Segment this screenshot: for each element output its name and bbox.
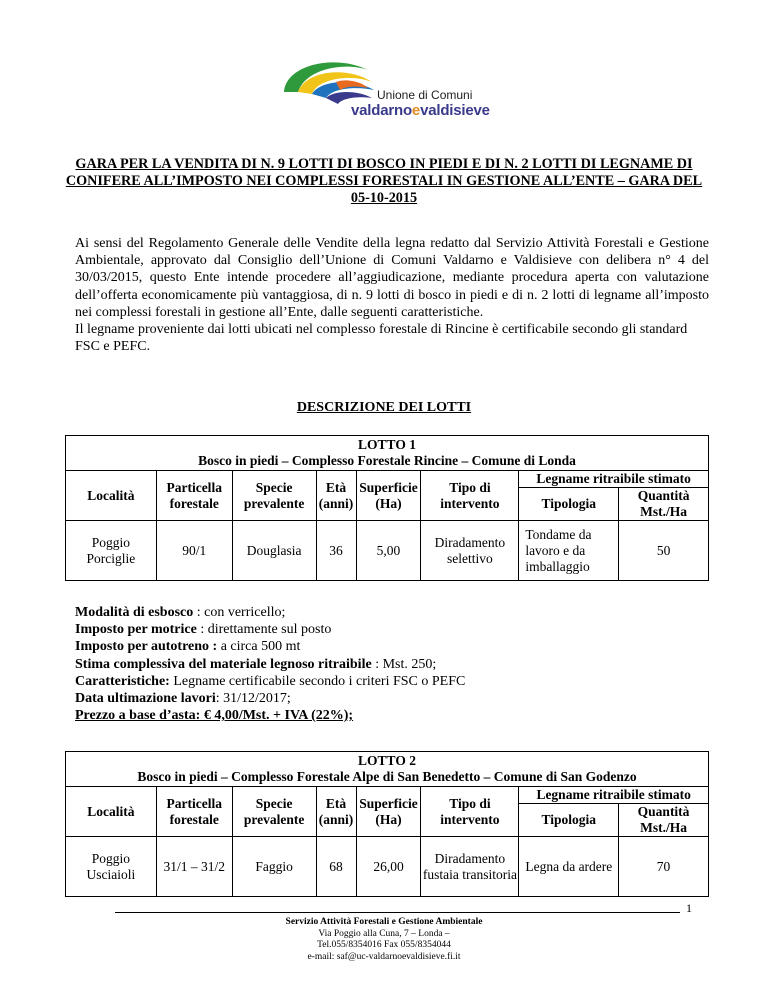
col-legname: Legname ritraibile stimato [519,471,709,488]
col-specie: Specie prevalente [232,471,316,521]
footer-phone: Tel.055/8354016 Fax 055/8354044 [317,940,451,950]
page-number: 1 [686,901,692,915]
cell-tipo: Diradamento fustaia transitoria [421,837,519,897]
lot-title: LOTTO 2 [358,753,416,768]
footer-office: Servizio Attività Forestali e Gestione Ambientale [285,917,483,927]
cell-tipo: Diradamento selettivo [421,521,519,581]
table-row [66,521,709,581]
col-legname: Legname ritraibile stimato [519,787,709,804]
footer-address: Via Poggio alla Cuna, 7 – Londa – [318,928,450,939]
cell-eta: 68 [316,837,356,897]
lot-table-2 [65,751,709,897]
col-specie: Specie prevalente [232,787,316,837]
lot-subtitle: Bosco in piedi – Complesso Forestale Alpe di San Benedetto – Comune di San Godenzo [137,769,637,784]
lot-subtitle: Bosco in piedi – Complesso Forestale Rincine – Comune di Londa [198,453,576,468]
cell-specie: Faggio [232,837,316,897]
cell-tipologia: Legna da ardere [519,837,619,897]
detail-autotreno: Imposto per autotreno : a circa 500 mt [75,639,301,655]
col-eta: Età (anni) [316,787,356,837]
cell-tipologia: Tondame da lavoro e da imballaggio [519,521,619,581]
col-tipo: Tipo di intervento [421,471,519,521]
col-localita: Località [66,787,157,837]
detail-caratteristiche: Caratteristiche: Legname certificabile secondo i criteri FSC o PEFC [75,673,466,689]
cell-specie: Douglasia [232,521,316,581]
col-quantita: Quantità Mst./Ha [619,804,709,837]
cell-localita: Poggio Porciglie [66,521,157,581]
document-title: GARA PER LA VENDITA DI N. 9 LOTTI DI BOSCO IN PIEDI E DI N. 2 LOTTI DI LEGNAME DI CONIFERE ALL’IMPOSTO NEI COMPLESSI FORESTALI IN GESTIONE ALL’ENTE – GARA DEL 05-10-2015 [65,156,703,206]
col-superficie: Superficie (Ha) [356,471,421,521]
lot-title: LOTTO 1 [358,437,416,452]
cell-eta: 36 [316,521,356,581]
col-particella: Particella forestale [156,471,232,521]
cell-quantita: 50 [619,521,709,581]
table-row [66,837,709,897]
intro-paragraph-1: Ai sensi del Regolamento Generale delle Vendite della legna redatto dal Servizio Attività Forestali e Gestione Ambientale, approvato dal Consiglio dell’Unione di Comuni Valdarno e Valdisieve con delibera n° 4 del 30/03/2015, questo Ente intende procedere all’aggiudicazione, mediante procedura aperta con valutazione dell’offerta economicamente più vantaggiosa, di n. 9 lotti di bosco in piedi e di n. 2 lotti di legname all’imposto nei complessi forestali in gestione all’Ente, dalle seguenti caratteristiche. [75,236,709,320]
detail-motrice: Imposto per motrice : direttamente sul posto [75,622,332,638]
footer-divider [115,912,680,913]
footer-email[interactable]: e-mail: saf@uc-valdarnoevaldisieve.fi.it [307,951,461,962]
logo-line2: valdarnoevaldisieve [351,102,490,119]
intro-text [75,235,709,355]
lot-table-1 [65,435,709,581]
cell-localita: Poggio Usciaioli [66,837,157,897]
lot-details [75,604,465,724]
cell-superficie: 5,00 [356,521,421,581]
intro-paragraph-2: Il legname proveniente dai lotti ubicati nel complesso forestale di Rincine è certificabile secondo gli standard FSC e PEFC. [75,322,688,355]
detail-stima: Stima complessiva del materiale legnoso ritraibile : Mst. 250; [75,656,437,672]
lot-header [66,436,709,471]
cell-quantita: 70 [619,837,709,897]
cell-particella: 90/1 [156,521,232,581]
col-particella: Particella forestale [156,787,232,837]
footer [0,917,768,963]
col-tipologia: Tipologia [519,804,619,837]
cell-superficie: 26,00 [356,837,421,897]
col-tipo: Tipo di intervento [421,787,519,837]
logo [276,52,490,124]
detail-ultimazione: Data ultimazione lavori: 31/12/2017; [75,691,291,707]
detail-prezzo: Prezzo a base d’asta: € 4,00/Mst. + IVA (22%); [75,708,354,724]
col-superficie: Superficie (Ha) [356,787,421,837]
section-title: DESCRIZIONE DEI LOTTI [296,400,472,415]
col-tipologia: Tipologia [519,488,619,521]
col-quantita: Quantità Mst./Ha [619,488,709,521]
cell-particella: 31/1 – 31/2 [156,837,232,897]
detail-esbosco: Modalità di esbosco : con verricello; [75,605,286,620]
lot-header [66,752,709,787]
logo-line1: Unione di Comuni [377,88,473,102]
col-eta: Età (anni) [316,471,356,521]
col-localita: Località [66,471,157,521]
